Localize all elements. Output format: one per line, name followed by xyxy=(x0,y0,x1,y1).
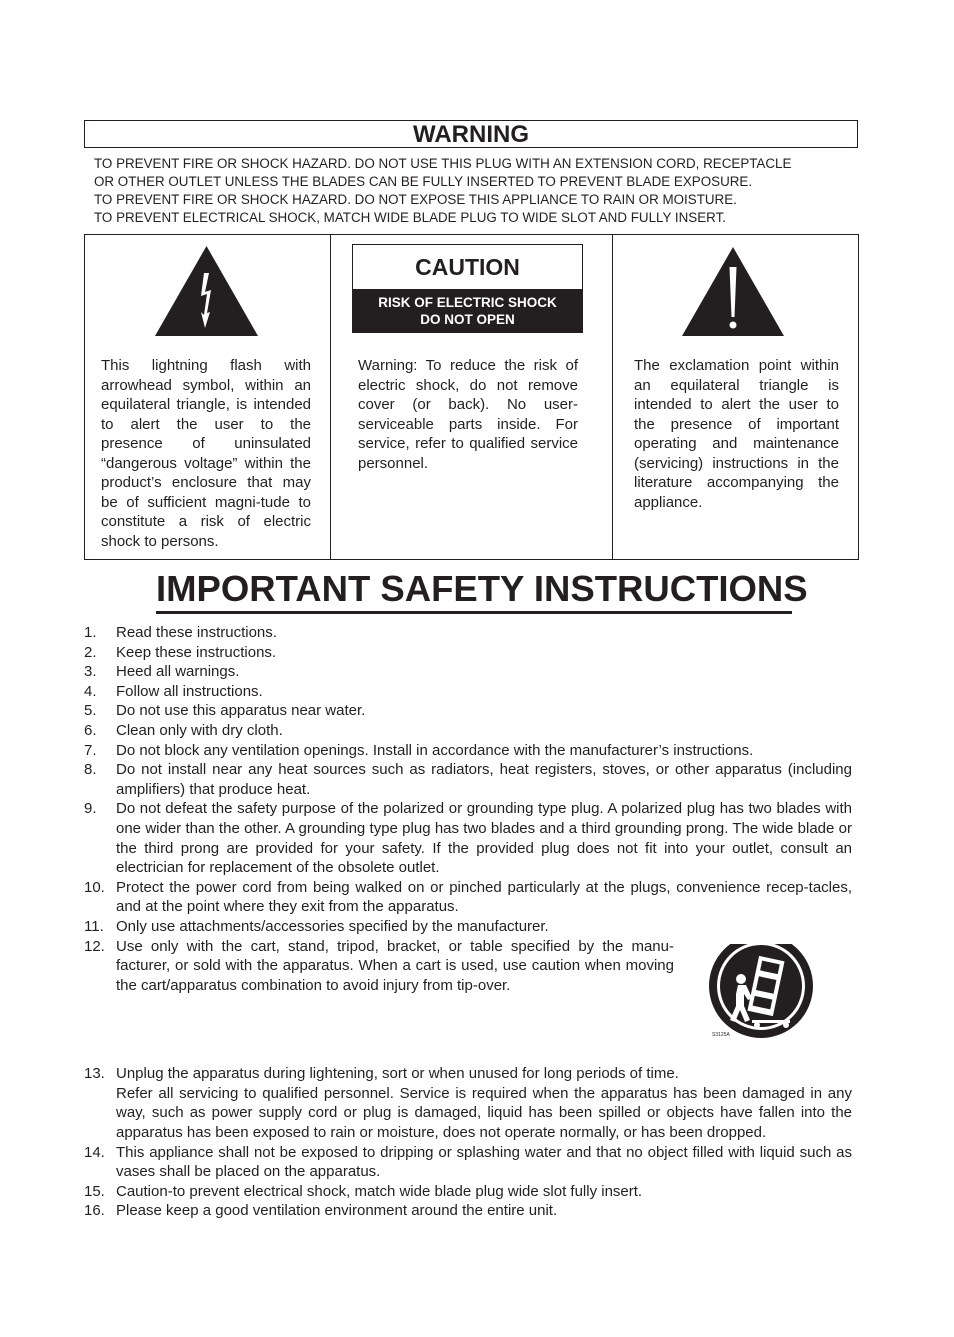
item-text: Read these instructions. xyxy=(116,624,277,641)
item-text: Please keep a good ventilation environment around the entire unit. xyxy=(116,1202,558,1220)
item-text-continued: Refer all servicing to qualified personnel. Service is required when the apparatus has been damaged in any way, such as power supply cord or plug is damaged, liquid has been spilled or objects have fallen into the apparatus has been exposed to rain or moisture, does not operate normally, or has been dropped. xyxy=(116,1084,852,1142)
caution-sublabel xyxy=(353,289,582,332)
item-text: Do not install near any heat sources such as radiators, heat registers, stoves, or other apparatus (including amplifiers) that produce heat. xyxy=(116,761,852,798)
item-text: This appliance shall not be exposed to dripping or splashing water and that no object filled with liquid such as vases shall be placed on the apparatus. xyxy=(116,1143,852,1181)
item-text: Heed all warnings. xyxy=(116,663,240,681)
list-item xyxy=(84,878,852,917)
item-number: 4. xyxy=(84,682,97,700)
item-number: 8. xyxy=(84,761,97,779)
item-number: 14. xyxy=(84,1143,105,1161)
list-item xyxy=(84,760,852,799)
item-text: Follow all instructions. xyxy=(116,682,263,700)
item-text: Use only with the cart, stand, tripod, bracket, or table specified by the manu-facturer, or sold with the apparatus. When a cart is used, use caution when moving the cart/apparatus combination to avoid injury from tip-over. xyxy=(116,937,674,994)
page-title: IMPORTANT SAFETY INSTRUCTIONS xyxy=(156,567,792,614)
exclamation-description: The exclamation point within an equilateral triangle is intended to alert the user to the presence of important operating and maintenance (servicing) instructions in the literature accompanying the appliance. xyxy=(634,357,839,511)
item-number: 16. xyxy=(84,1202,105,1220)
item-number: 2. xyxy=(84,643,97,661)
list-item xyxy=(84,1064,852,1142)
caution-description: Warning: To reduce the risk of electric shock, do not remove cover (or back). No user-serviceable parts inside. For service, refer to qualified service personnel. xyxy=(358,357,578,472)
exclamation-triangle-icon xyxy=(682,247,784,336)
item-number: 10. xyxy=(84,878,105,896)
lightning-description: This lightning flash with arrowhead symbol, within an equilateral triangle, is intended to alert the user to the presence of uninsulated “dangerous voltage” within the product’s enclosure that may be of sufficient magni-tude to constitute a risk of electric shock to persons. xyxy=(101,357,311,550)
item-number: 7. xyxy=(84,741,97,759)
warning-text xyxy=(94,155,894,227)
warning-line: TO PREVENT FIRE OR SHOCK HAZARD. DO NOT USE THIS PLUG WITH AN EXTENSION CORD, RECEPTACLE xyxy=(94,156,792,171)
warning-title: WARNING xyxy=(413,121,529,148)
list-item xyxy=(84,741,852,761)
caution-risk-text: RISK OF ELECTRIC SHOCK xyxy=(378,295,557,310)
lightning-triangle-icon xyxy=(155,246,258,336)
caution-do-not-open-text: DO NOT OPEN xyxy=(420,312,515,327)
item-number: 3. xyxy=(84,663,97,681)
item-text: Unplug the apparatus during lightening, sort or when unused for long periods of time. xyxy=(116,1065,679,1083)
item-number: 9. xyxy=(84,800,97,818)
item-number: 11. xyxy=(84,917,104,935)
list-item xyxy=(84,1143,852,1182)
item-text: Do not block any ventilation openings. Install in accordance with the manufacturer’s instructions. xyxy=(116,741,754,759)
safety-instructions-list xyxy=(84,623,852,1221)
cart-icon-code: S3125A xyxy=(712,1032,730,1038)
item-text: Do not defeat the safety purpose of the polarized or grounding type plug. A polarized plug has two blades with one wider than the other. A grounding type plug has two blades and a third grounding prong. The wide blade or the third prong are provided for your safety. If the provided plug does not fit into your outlet, consult an electrician for replacement of the obsolete outlet. xyxy=(116,800,852,877)
caution-cell xyxy=(331,235,613,559)
list-item xyxy=(84,1201,852,1221)
caution-label: CAUTION xyxy=(415,254,520,280)
safety-symbols-table xyxy=(84,234,859,560)
list-item xyxy=(84,682,852,702)
item-number: 5. xyxy=(84,702,97,720)
item-text: Clean only with dry cloth. xyxy=(116,721,283,739)
item-text: Do not use this apparatus near water. xyxy=(116,702,366,720)
item-number: 13. xyxy=(84,1065,105,1083)
item-text: Keep these instructions. xyxy=(116,643,277,661)
caution-label-box xyxy=(352,244,583,333)
item-text: Caution-to prevent electrical shock, match wide blade plug wide slot fully insert. xyxy=(116,1182,643,1200)
list-item xyxy=(84,701,852,721)
cart-tip-over-warning-icon xyxy=(708,944,816,1038)
item-number: 6. xyxy=(84,721,97,739)
list-item xyxy=(84,721,852,741)
warning-line: OR OTHER OUTLET UNLESS THE BLADES CAN BE FULLY INSERTED TO PREVENT BLADE EXPOSURE. xyxy=(94,174,753,189)
item-number: 12. xyxy=(84,937,105,955)
lightning-symbol-cell xyxy=(85,235,331,559)
item-number: 1. xyxy=(84,624,97,641)
warning-line: TO PREVENT ELECTRICAL SHOCK, MATCH WIDE BLADE PLUG TO WIDE SLOT AND FULLY INSERT. xyxy=(94,210,726,225)
item-text: Protect the power cord from being walked on or pinched particularly at the plugs, convenience recep-tacles, and at the point where they exit from the apparatus. xyxy=(116,878,852,916)
list-item xyxy=(84,1182,852,1202)
list-item xyxy=(84,917,852,937)
exclamation-symbol-cell xyxy=(613,235,858,559)
list-item xyxy=(84,643,852,663)
warning-title-box xyxy=(84,120,858,148)
item-number: 15. xyxy=(84,1182,105,1200)
warning-line: TO PREVENT FIRE OR SHOCK HAZARD. DO NOT EXPOSE THIS APPLIANCE TO RAIN OR MOISTURE. xyxy=(94,192,737,207)
item-text: Only use attachments/accessories specified by the manufacturer. xyxy=(116,917,549,935)
list-item xyxy=(84,662,852,682)
list-item xyxy=(84,623,852,643)
list-item xyxy=(84,799,852,877)
